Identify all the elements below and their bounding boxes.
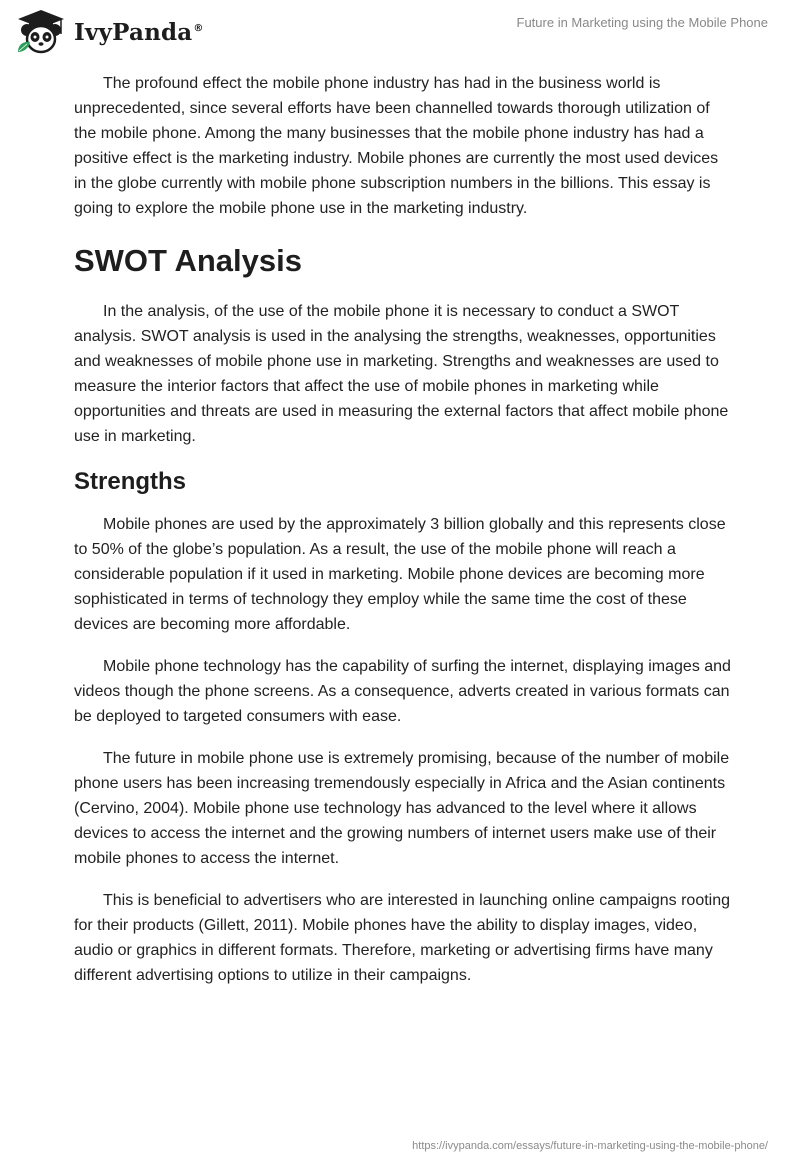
logo-wordmark: IvyPanda® bbox=[74, 18, 204, 46]
ivypanda-logo[interactable] bbox=[14, 8, 204, 56]
intro-paragraph: The profound effect the mobile phone industry has had in the business world is unprecedented, since several efforts have been channelled towards thorough utilization of the mobile phone. Among the many businesses that the mobile phone industry has had a positive effect is the marketing industry. Mobile phones are currently the most used devices in the globe currently with mobile phone subscription numbers in the billions. This essay is going to explore the mobile phone use in the marketing industry. bbox=[74, 75, 719, 217]
running-title: Future in Marketing using the Mobile Phone bbox=[516, 15, 768, 30]
strengths-paragraph-2: Mobile phone technology has the capability of surfing the internet, displaying images and videos though the phone screens. As a consequence, adverts created in various formats can be deployed to targeted consumers with ease. bbox=[74, 658, 731, 725]
strengths-paragraph-3: The future in mobile phone use is extremely promising, because of the number of mobile phone users has been increasing tremendously especially in Africa and the Asian continents (Cervino, 2004). Mobile phone use technology has advanced to the level where it allows devices to access the internet and the growing numbers of internet users make use of their mobile phones to access the internet. bbox=[74, 750, 730, 867]
strengths-heading: Strengths bbox=[74, 468, 187, 495]
strengths-paragraph-1: Mobile phones are used by the approximately 3 billion globally and this represents close to 50% of the globe’s population. As a result, the use of the mobile phone will reach a considerable population if it used in marketing. Mobile phone devices are becoming more sophisticated in terms of technology they employ while the same time the cost of these devices are becoming more affordable. bbox=[74, 516, 726, 633]
registered-mark: ® bbox=[193, 22, 204, 34]
source-url-link[interactable]: https://ivypanda.com/essays/future-in-marketing-using-the-mobile-phone/ bbox=[412, 1140, 768, 1152]
swot-heading: SWOT Analysis bbox=[74, 243, 302, 278]
strengths-paragraph-4: This is beneficial to advertisers who are interested in launching online campaigns rooting for their products (Gillett, 2011). Mobile phones have the ability to display images, video, audio or graphics in different formats. Therefore, marketing or advertising firms have many different advertising options to utilize in their campaigns. bbox=[74, 892, 731, 984]
page-header bbox=[0, 0, 800, 64]
essay-content bbox=[74, 71, 734, 1005]
swot-paragraph: In the analysis, of the use of the mobile phone it is necessary to conduct a SWOT analysis. SWOT analysis is used in the analysing the strengths, weaknesses, opportunities and weaknesses of mobile phone use in marketing. Strengths and weaknesses are used to measure the interior factors that affect the use of mobile phones in marketing while opportunities and threats are used in measuring the external factors that affect mobile phone use in marketing. bbox=[74, 303, 729, 445]
panda-graduate-icon bbox=[14, 8, 68, 56]
